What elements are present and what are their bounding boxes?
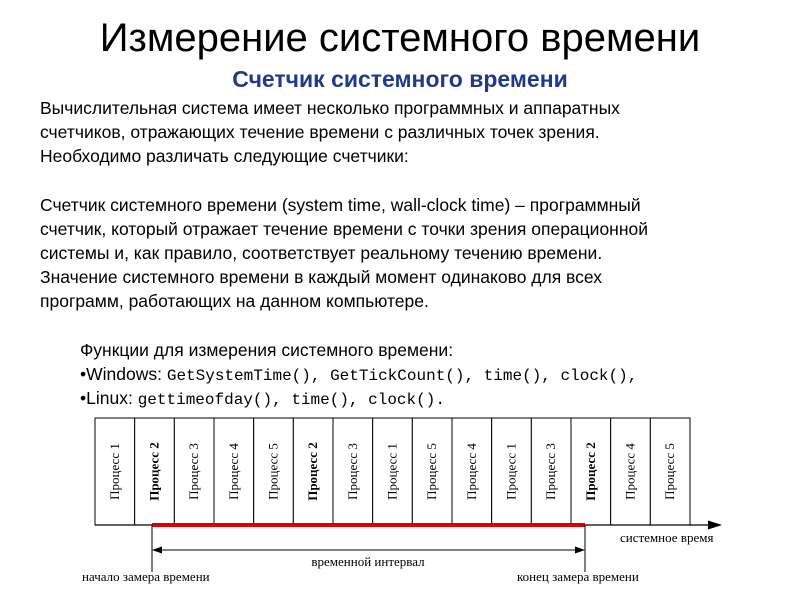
windows-label: •Windows: — [80, 364, 167, 384]
process-label: Процесс 1 — [384, 443, 400, 500]
text-line: программ, работающих на данном компьютере. — [40, 291, 429, 311]
process-label: Процесс 5 — [424, 443, 440, 500]
interval-label: временной интервал — [311, 554, 425, 569]
text-line: Вычислительная система имеет несколько программных и аппаратных — [40, 98, 620, 118]
text-line: счетчиков, отражающих течение времени с различных точек зрения. — [40, 122, 600, 142]
process-label: Процесс 4 — [622, 443, 638, 500]
text-line: Значение системного времени в каждый момент одинаково для всех — [40, 267, 602, 287]
time-diagram — [0, 410, 800, 600]
end-label: конец замера времени — [517, 569, 639, 584]
interval-arrow-right-icon — [575, 547, 585, 554]
time-axis-arrow-icon — [708, 521, 722, 530]
process-label: Процесс 3 — [543, 443, 559, 500]
process-label: Процесс 5 — [662, 443, 678, 500]
process-label: Процесс 5 — [265, 443, 281, 500]
text-line: системы и, как правило, соответствует реальному течению времени. — [40, 243, 603, 263]
windows-functions — [80, 362, 637, 386]
process-label: Процесс 2 — [146, 442, 162, 501]
process-label: Процесс 1 — [106, 443, 122, 500]
functions-heading: Функции для измерения системного времени: — [80, 340, 454, 360]
process-label: Процесс 3 — [344, 443, 360, 500]
process-label: Процесс 1 — [503, 443, 519, 500]
process-timeline — [95, 418, 690, 525]
axis-label: системное время — [620, 530, 714, 545]
process-label: Процесс 2 — [582, 442, 598, 501]
intro-paragraph — [40, 96, 620, 168]
start-label: начало замера времени — [82, 569, 210, 584]
process-label: Процесс 4 — [463, 443, 479, 500]
linux-code: gettimeofday(), time(), clock(). — [137, 391, 445, 409]
functions-list — [80, 338, 637, 410]
windows-code: GetSystemTime(), GetTickCount(), time(), clock(), — [166, 367, 638, 385]
process-label: Процесс 2 — [305, 442, 321, 501]
interval-arrow-left-icon — [152, 547, 162, 554]
linux-functions — [80, 386, 637, 410]
text-line: Счетчик системного времени (system time, wall-clock time) – программный — [40, 195, 641, 215]
slide-title: Измерение системного времени — [99, 16, 701, 60]
linux-label: •Linux: — [80, 388, 138, 408]
text-line: счетчик, который отражает течение времени с точки зрения операционной — [40, 219, 649, 239]
process-label: Процесс 4 — [225, 443, 241, 500]
text-line: Необходимо различать следующие счетчики: — [40, 146, 409, 166]
process-label: Процесс 3 — [186, 443, 202, 500]
definition-paragraph — [40, 193, 648, 313]
slide-subtitle: Счетчик системного времени — [232, 66, 568, 92]
